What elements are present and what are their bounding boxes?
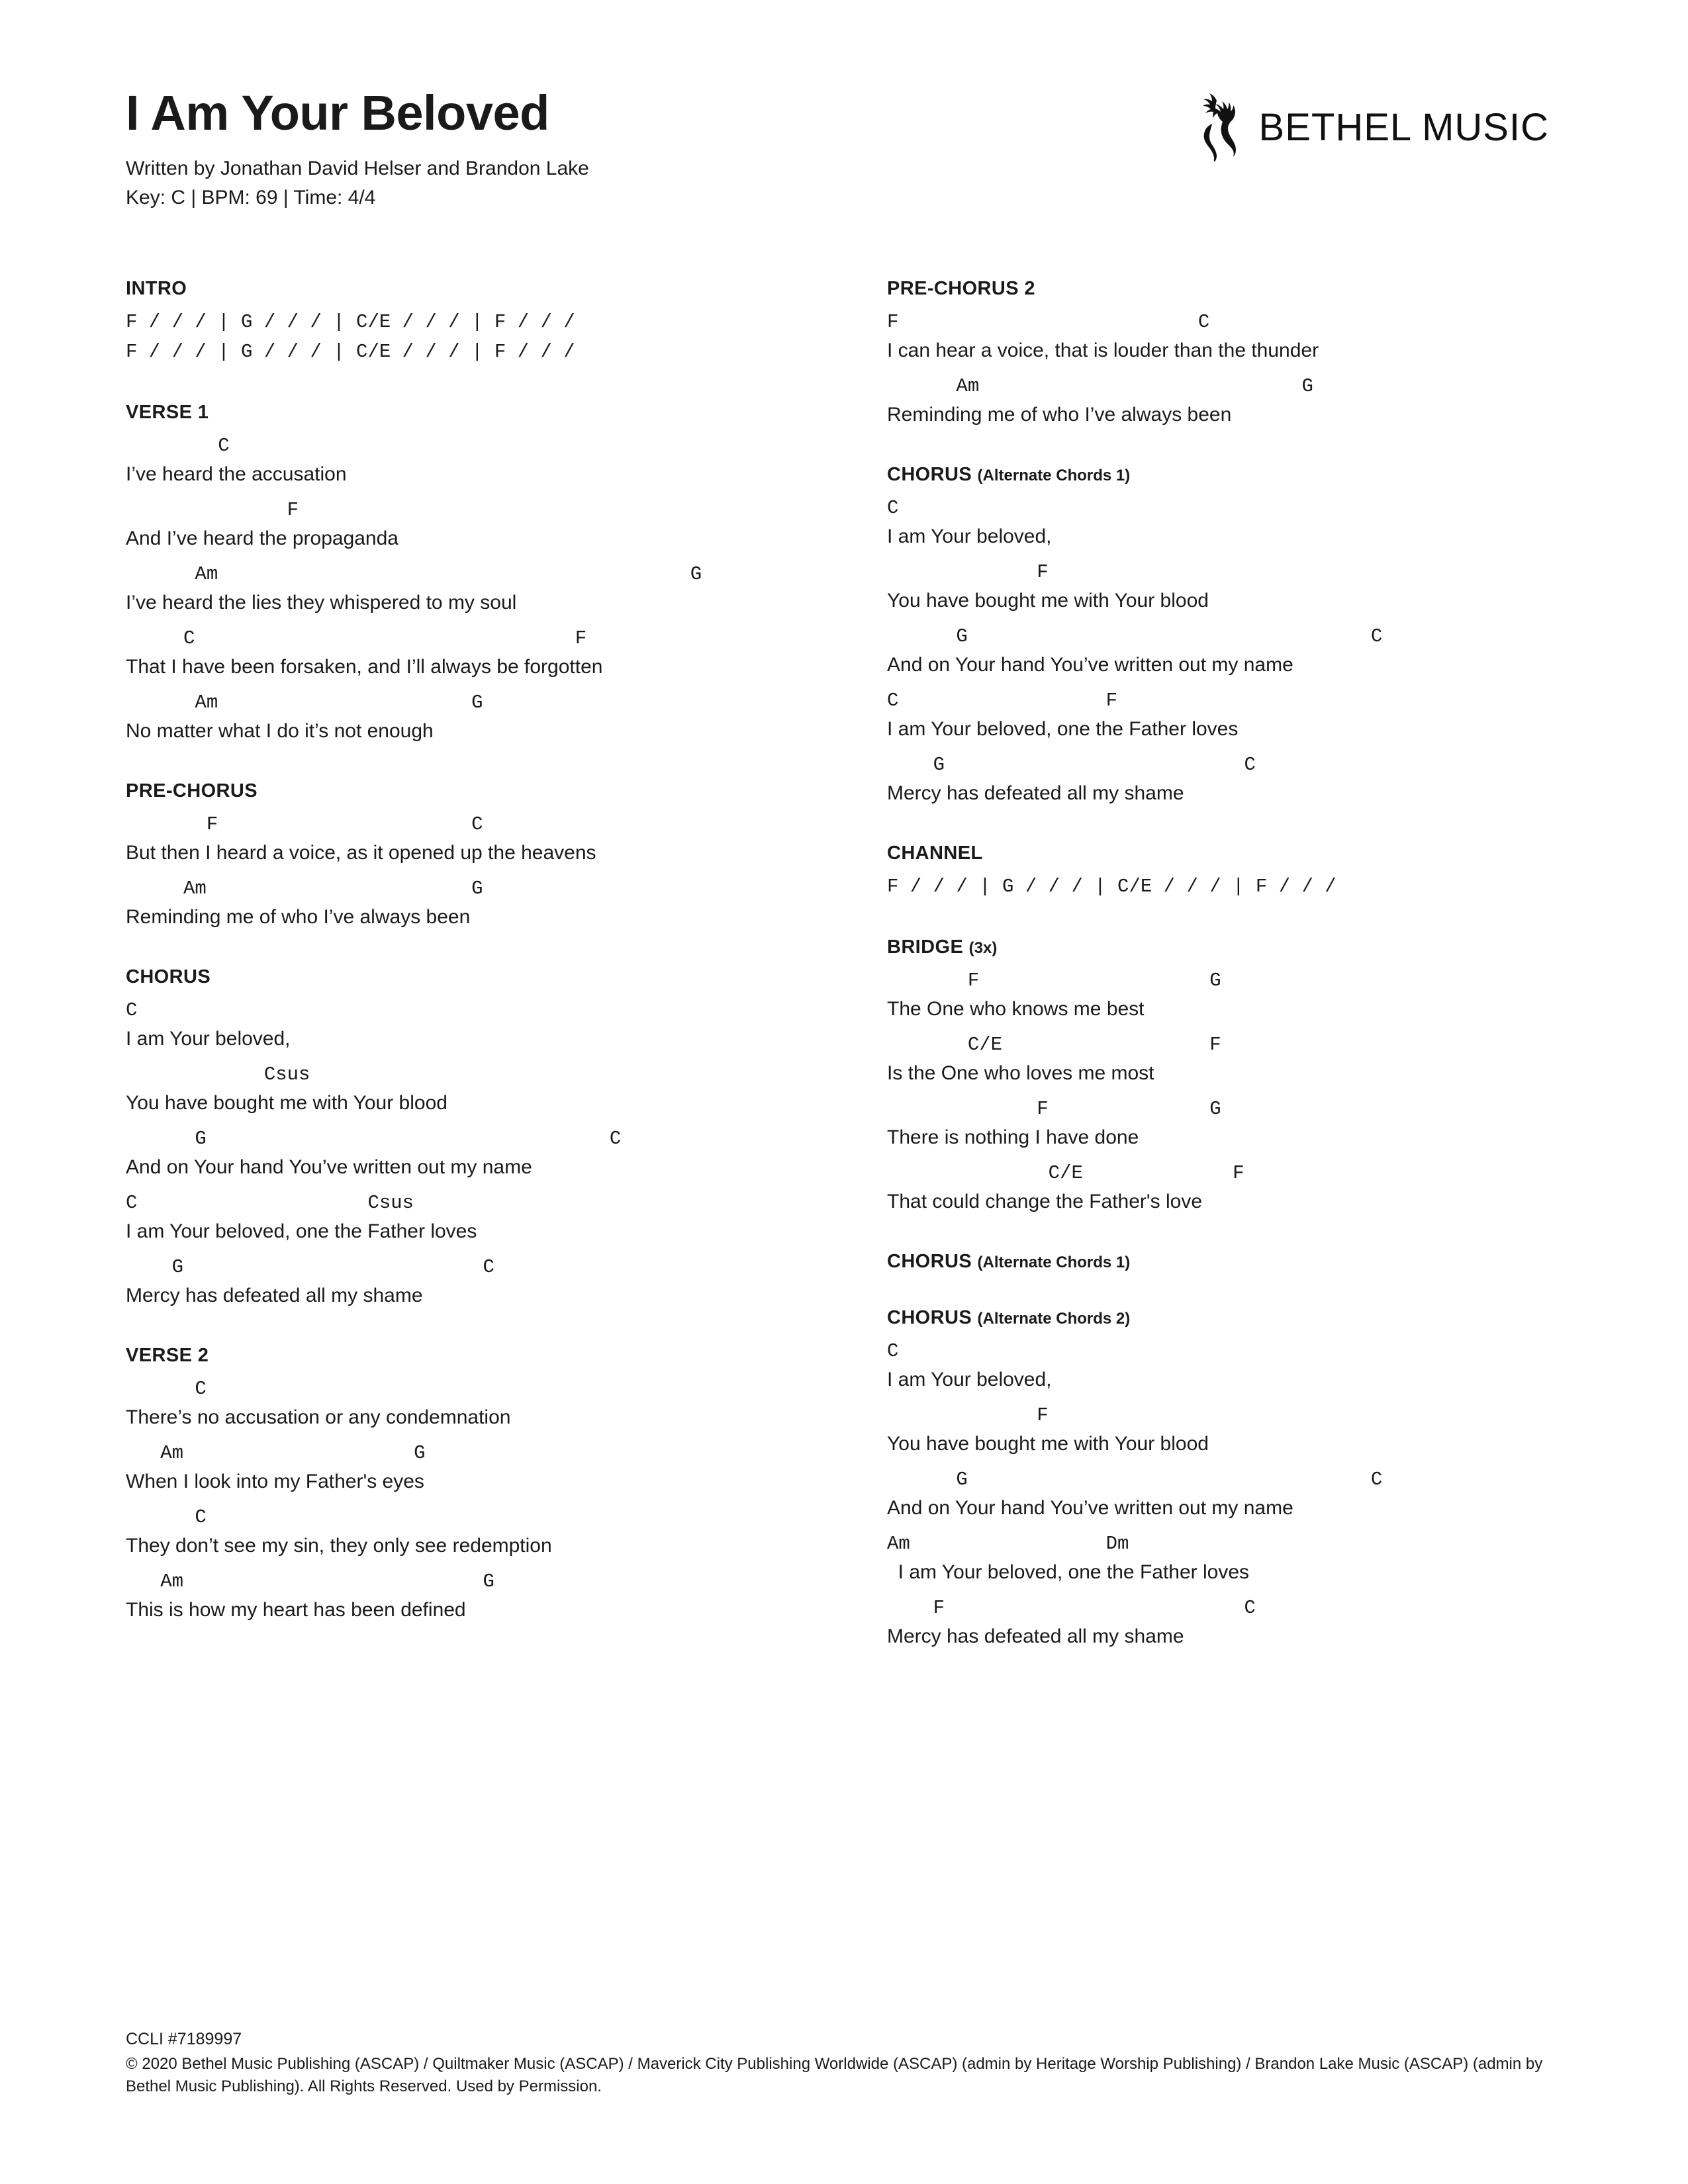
section-heading-text: CHORUS bbox=[887, 1306, 972, 1328]
chord-line: C bbox=[887, 1340, 899, 1362]
key-bpm-time: Key: C | BPM: 69 | Time: 4/4 bbox=[126, 186, 376, 208]
lyric-line: Mercy has defeated all my shame bbox=[887, 1625, 1184, 1647]
lyric-block bbox=[126, 996, 801, 1310]
lyric-line: But then I heard a voice, as it opened up the heavens bbox=[126, 841, 596, 864]
chord-line: C bbox=[126, 999, 138, 1021]
chord-line: Am G bbox=[126, 563, 702, 585]
left-column bbox=[126, 278, 801, 1686]
lyric-block bbox=[126, 810, 801, 932]
section-heading-text: CHORUS bbox=[887, 1250, 972, 1272]
lyric-line: Mercy has defeated all my shame bbox=[126, 1284, 423, 1306]
section-chorus bbox=[126, 966, 801, 1310]
section-heading bbox=[887, 1307, 1562, 1329]
lyric-line: I’ve heard the lies they whispered to my soul bbox=[126, 591, 517, 614]
lyric-block bbox=[126, 432, 801, 746]
lyric-line: Mercy has defeated all my shame bbox=[887, 782, 1184, 804]
section-heading bbox=[887, 464, 1562, 486]
chord-line: F G bbox=[887, 1097, 1221, 1120]
chord-line: F G bbox=[887, 969, 1221, 991]
section-heading: CHANNEL bbox=[887, 842, 983, 864]
section-verse-1 bbox=[126, 402, 801, 746]
section-heading: PRE-CHORUS 2 bbox=[887, 278, 1035, 299]
section-heading-text: CHORUS bbox=[887, 464, 972, 485]
section-heading-text: BRIDGE bbox=[887, 936, 964, 958]
lyric-line: I’ve heard the accusation bbox=[126, 463, 347, 485]
chord-line: G C bbox=[887, 625, 1383, 647]
lyric-block bbox=[887, 1337, 1562, 1651]
section-pre-chorus-2 bbox=[887, 278, 1562, 430]
lyric-line: Is the One who loves me most bbox=[887, 1062, 1154, 1084]
document-header bbox=[126, 86, 1562, 238]
chord-line: Am Dm bbox=[887, 1532, 1129, 1555]
lyric-line: I am Your beloved, one the Father loves bbox=[887, 718, 1239, 740]
lyric-line: That could change the Father's love bbox=[887, 1190, 1203, 1212]
chord-line: F C bbox=[887, 311, 1210, 333]
chord-line: G C bbox=[126, 1127, 622, 1150]
ccli-number: CCLI #7189997 bbox=[126, 2029, 242, 2048]
lyric-line: You have bought me with Your blood bbox=[887, 1432, 1209, 1455]
lyric-line: I am Your beloved, one the Father loves bbox=[887, 1561, 1250, 1583]
section-bridge bbox=[887, 936, 1562, 1216]
lyric-line: This is how my heart has been defined bbox=[126, 1598, 466, 1621]
section-heading-note: (3x) bbox=[968, 938, 998, 957]
lyric-line: When I look into my Father's eyes bbox=[126, 1470, 424, 1492]
lyric-block bbox=[887, 966, 1562, 1216]
section-heading: VERSE 1 bbox=[126, 401, 209, 423]
chord-line: Am G bbox=[126, 877, 483, 899]
chord-line: F C bbox=[887, 1596, 1256, 1619]
chord-line: C bbox=[887, 497, 899, 519]
logo-wordmark: BETHEL MUSIC bbox=[1258, 105, 1549, 149]
lyric-line: And on Your hand You’ve written out my name bbox=[887, 1496, 1293, 1519]
section-heading bbox=[887, 936, 1562, 958]
section-heading: CHORUS bbox=[126, 966, 211, 987]
section-verse-2 bbox=[126, 1345, 801, 1625]
lyric-line: I am Your beloved, bbox=[126, 1027, 291, 1050]
lyric-line: And on Your hand You’ve written out my name bbox=[126, 1156, 532, 1178]
lyric-line: They don’t see my sin, they only see redemption bbox=[126, 1534, 552, 1557]
lyric-line: I am Your beloved, bbox=[887, 1368, 1052, 1390]
section-chorus-alt-1-repeat bbox=[887, 1251, 1562, 1273]
section-pre-chorus bbox=[126, 780, 801, 932]
chord-line: C F bbox=[887, 690, 1118, 711]
writers-credit: Written by Jonathan David Helser and Brandon Lake bbox=[126, 158, 589, 180]
lyric-line: No matter what I do it’s not enough bbox=[126, 719, 434, 742]
chord-line: F bbox=[126, 498, 299, 521]
chord-line: Am G bbox=[126, 691, 483, 713]
chord-line: G C bbox=[887, 1468, 1383, 1490]
chord-line: C bbox=[126, 1377, 207, 1400]
lyric-line: I am Your beloved, one the Father loves bbox=[126, 1220, 477, 1242]
chord-line: C/E F bbox=[887, 1033, 1221, 1056]
lyric-line: I can hear a voice, that is louder than the thunder bbox=[887, 340, 1319, 361]
bethel-music-logo bbox=[1190, 93, 1549, 161]
chord-line: G C bbox=[887, 754, 1256, 776]
lyric-line: That I have been forsaken, and I’ll always be forgotten bbox=[126, 655, 603, 678]
lyric-line: And I’ve heard the propaganda bbox=[126, 527, 399, 549]
section-heading-note: (Alternate Chords 2) bbox=[977, 1309, 1131, 1328]
lyric-line: I am Your beloved, bbox=[887, 525, 1052, 547]
lyric-line: There’s no accusation or any condemnation bbox=[126, 1406, 511, 1428]
section-channel bbox=[887, 842, 1562, 902]
lyric-line: There is nothing I have done bbox=[887, 1126, 1139, 1148]
deer-head-icon bbox=[1190, 93, 1242, 161]
chord-chart-line: F / / / | G / / / | C/E / / / | F / / / bbox=[887, 876, 1336, 897]
chord-line: Csus bbox=[126, 1063, 310, 1085]
chord-line: F bbox=[887, 561, 1049, 583]
chord-line: Am G bbox=[126, 1441, 426, 1464]
lyric-line: Reminding me of who I’ve always been bbox=[887, 404, 1232, 426]
lyric-line: You have bought me with Your blood bbox=[126, 1091, 447, 1114]
section-heading-note: (Alternate Chords 1) bbox=[977, 1253, 1131, 1271]
chord-line: C/E F bbox=[887, 1161, 1244, 1184]
lyric-block bbox=[126, 1375, 801, 1625]
chord-chart-line: F / / / | G / / / | C/E / / / | F / / / bbox=[126, 311, 575, 333]
section-chorus-alt-1 bbox=[887, 464, 1562, 808]
lyrics-columns bbox=[126, 278, 1569, 1686]
chord-line: G C bbox=[126, 1255, 494, 1278]
section-heading: INTRO bbox=[126, 278, 187, 299]
document-footer bbox=[126, 2030, 1569, 2098]
section-heading: PRE-CHORUS bbox=[126, 780, 258, 801]
lyric-line: And on Your hand You’ve written out my name bbox=[887, 654, 1293, 676]
section-chorus-alt-2 bbox=[887, 1307, 1562, 1651]
chord-line: Am G bbox=[887, 375, 1313, 397]
right-column bbox=[887, 278, 1562, 1686]
chord-line: C Csus bbox=[126, 1191, 414, 1214]
chord-line: C bbox=[126, 434, 230, 457]
lyric-block bbox=[887, 308, 1562, 430]
section-heading-note: (Alternate Chords 1) bbox=[977, 467, 1131, 484]
lyric-block bbox=[887, 494, 1562, 808]
section-heading bbox=[887, 1251, 1562, 1273]
section-heading: VERSE 2 bbox=[126, 1344, 209, 1366]
chord-line: Am G bbox=[126, 1570, 494, 1592]
copyright-text: © 2020 Bethel Music Publishing (ASCAP) / Quiltmaker Music (ASCAP) / Maverick City Publishing Worldwide (ASCAP) (admin by Heritage Worship Publishing) / Brandon Lake Music (ASCAP) (admin by Bethel Music Publishing). All Rights Reserved. Used by Permission. bbox=[126, 2054, 1543, 2095]
page-title: I Am Your Beloved bbox=[126, 85, 549, 140]
chord-line: F bbox=[887, 1404, 1049, 1426]
lyric-line: The One who knows me best bbox=[887, 997, 1145, 1020]
chord-line: F C bbox=[126, 813, 483, 835]
chord-line: C bbox=[126, 1506, 207, 1528]
lyric-line: Reminding me of who I’ve always been bbox=[126, 905, 471, 928]
chord-line: C F bbox=[126, 627, 587, 649]
lyric-line: You have bought me with Your blood bbox=[887, 590, 1209, 612]
chord-chart-line: F / / / | G / / / | C/E / / / | F / / / bbox=[126, 340, 575, 363]
section-intro bbox=[126, 278, 801, 367]
